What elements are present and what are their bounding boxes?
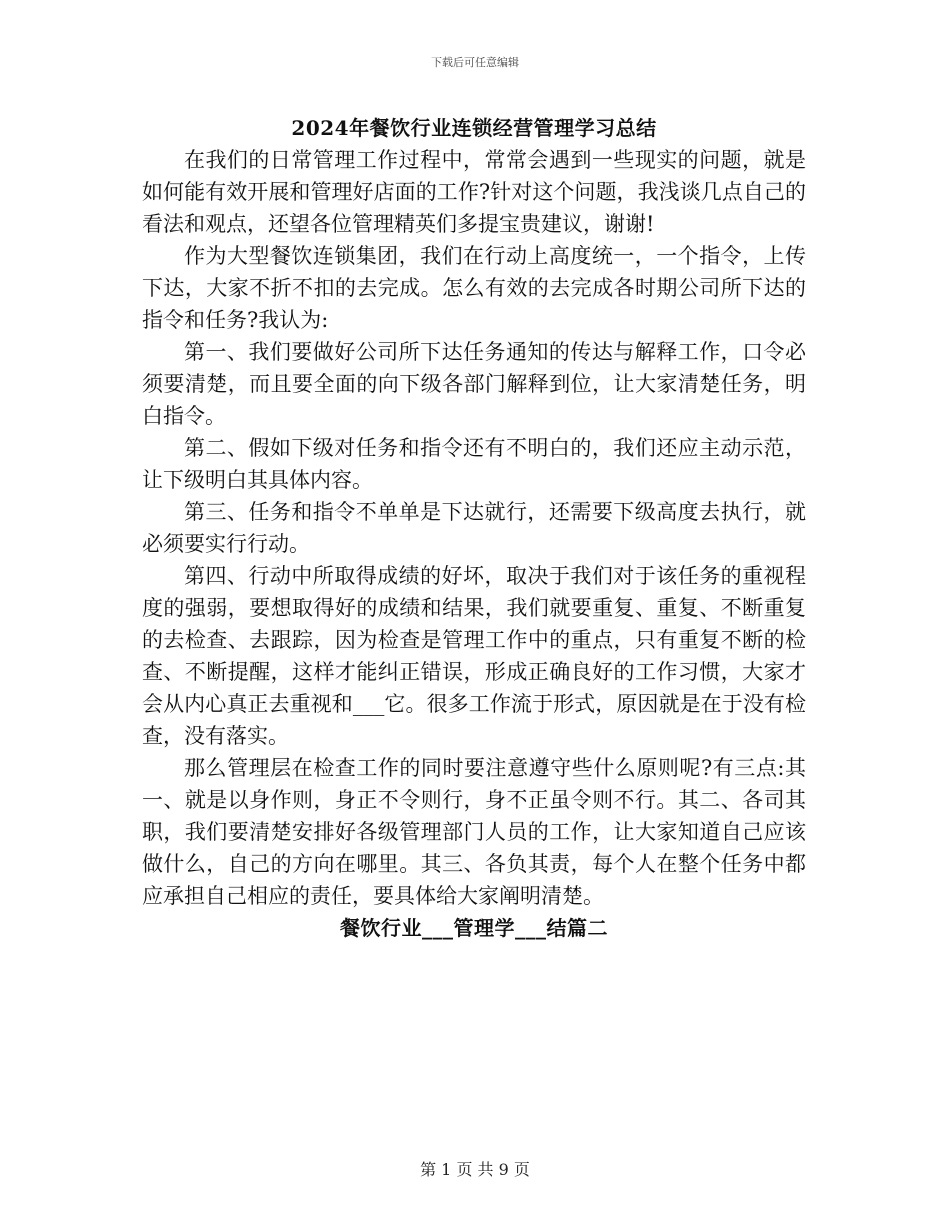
paragraph-principles: 那么管理层在检查工作的同时要注意遵守些什么原则呢?有三点:其一、就是以身作则，身正不令则行，身不正虽令则不行。其二、各司其职，我们要清楚安排好各级管理部门人员的工作，让大家知道自己应该做什么，自己的方向在哪里。其三、各负其责，每个人在整个任务中都应承担自己相应的责任，要具体给大家阐明清楚。	[142, 756, 806, 908]
section-title: 餐饮行业___管理学___结篇二	[340, 916, 608, 940]
paragraph-point-three: 第三、任务和指令不单单是下达就行，还需要下级高度去执行，就必须要实行行动。	[142, 500, 806, 556]
document-title: 2024年餐饮行业连锁经营管理学习总结	[291, 116, 657, 140]
paragraph-point-four: 第四、行动中所取得成绩的好坏，取决于我们对于该任务的重视程度的强弱，要想取得好的成绩和结果，我们就要重复、重复、不断重复的去检查、去跟踪，因为检查是管理工作中的重点，只有重复不断的检查、不断提醒，这样才能纠正错误，形成正确良好的工作习惯，大家才会从内心真正去重视和___它。很多工作流于形式，原因就是在于没有检查，没有落实。	[142, 564, 806, 748]
document-body	[142, 112, 806, 944]
paragraph-instructions: 作为大型餐饮连锁集团，我们在行动上高度统一，一个指令，上传下达，大家不折不扣的去完成。怎么有效的去完成各时期公司所下达的指令和任务?我认为:	[142, 244, 806, 332]
page-number: 第 1 页 共 9 页	[420, 1160, 530, 1179]
paragraph-intro: 在我们的日常管理工作过程中，常常会遇到一些现实的问题，就是如何能有效开展和管理好店面的工作?针对这个问题，我浅谈几点自己的看法和观点，还望各位管理精英们多提宝贵建议，谢谢!	[142, 148, 806, 236]
paragraph-point-one: 第一、我们要做好公司所下达任务通知的传达与解释工作，口令必须要清楚，而且要全面的向下级各部门解释到位，让大家清楚任务，明白指令。	[142, 340, 806, 428]
paragraph-point-two: 第二、假如下级对任务和指令还有不明白的，我们还应主动示范，让下级明白其具体内容。	[142, 436, 806, 492]
header-note: 下载后可任意编辑	[431, 56, 519, 69]
